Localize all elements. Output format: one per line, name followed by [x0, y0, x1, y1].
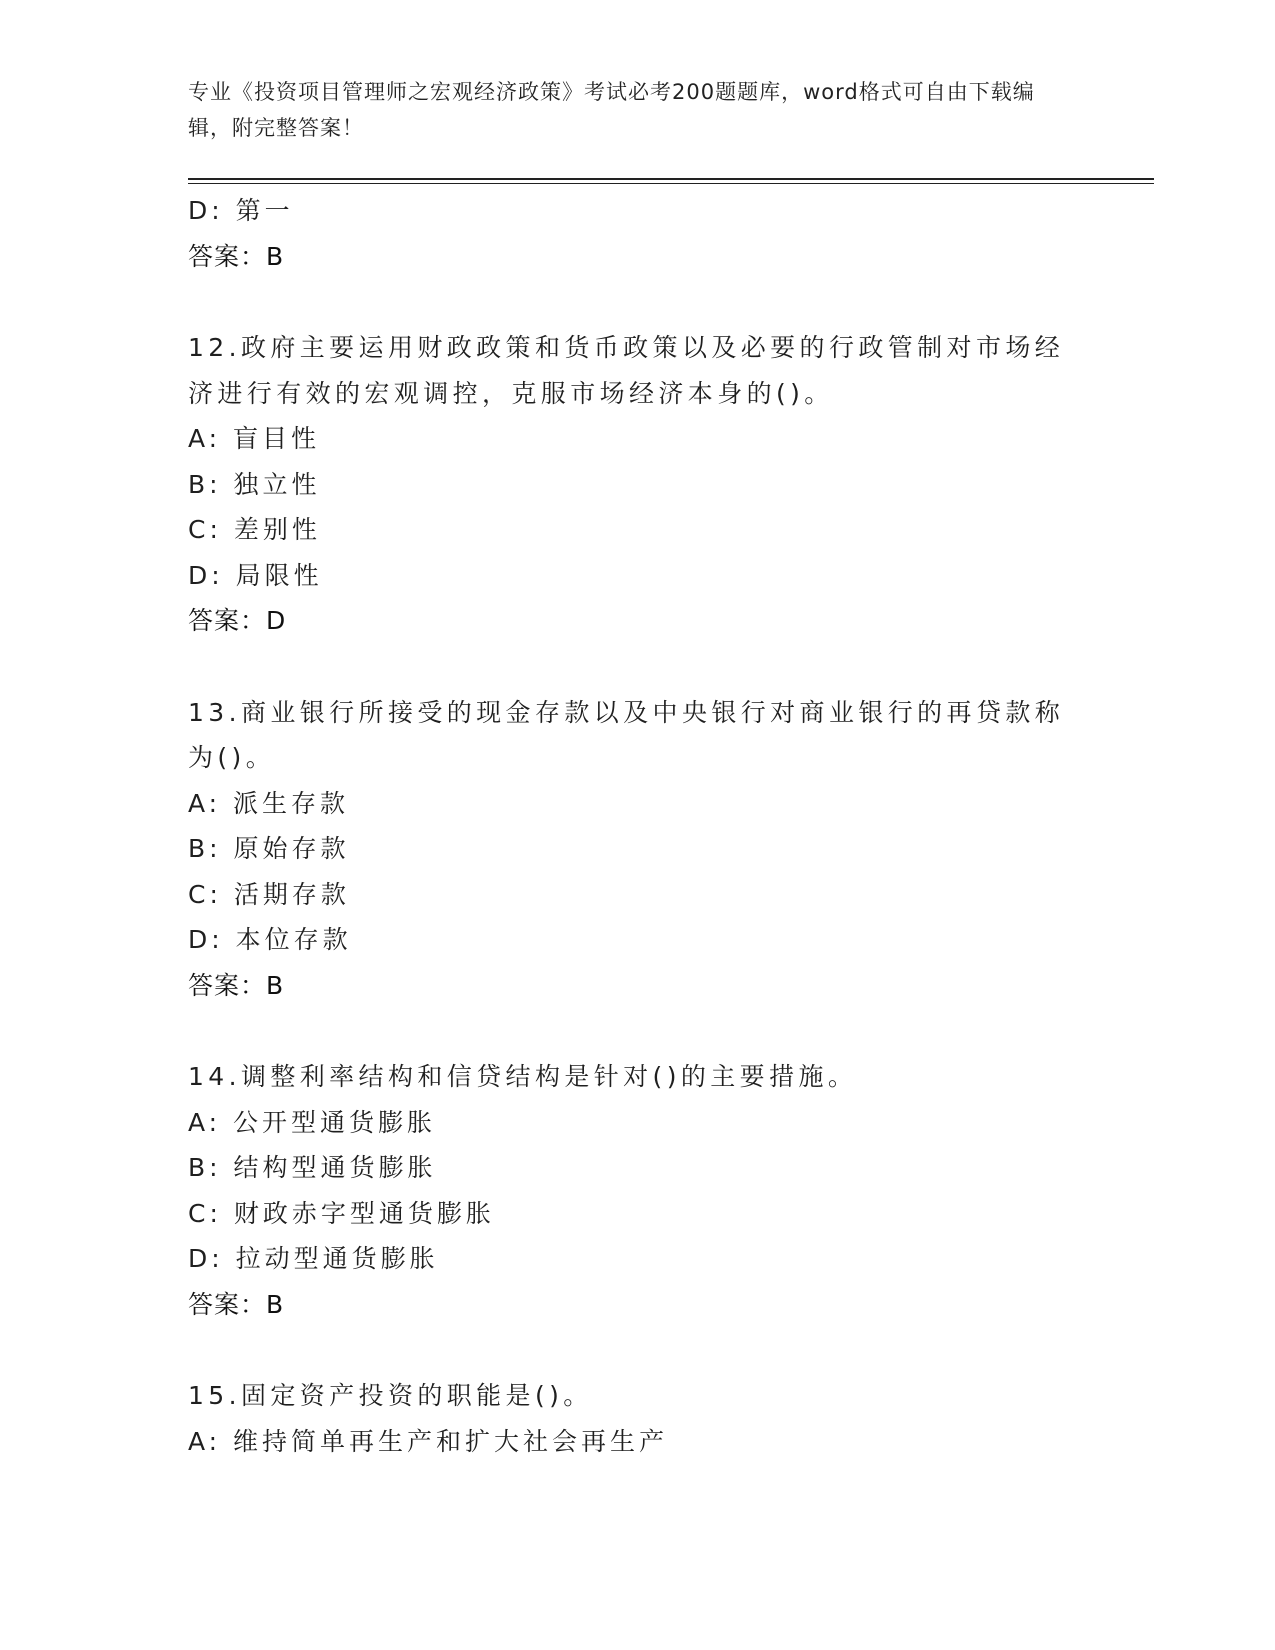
spacer	[188, 279, 1088, 325]
option-a: A: 公开型通货膨胀	[188, 1107, 437, 1137]
answer: 答案：D	[188, 606, 287, 635]
option-d: D: 本位存款	[188, 925, 352, 954]
question-stem: 13.商业银行所接受的现金存款以及中央银行对商业银行的再贷款称为()。	[188, 697, 1065, 772]
option-b: B: 原始存款	[188, 834, 350, 863]
option-b: B: 结构型通货膨胀	[188, 1153, 437, 1182]
document-header: 专业《投资项目管理师之宏观经济政策》考试必考200题题库，word格式可自由下载编辑，附完整答案！	[188, 80, 1035, 140]
header-rule-thick	[188, 178, 1154, 180]
option-d: D: 拉动型通货膨胀	[188, 1244, 439, 1273]
answer: 答案：B	[188, 241, 285, 271]
spacer	[188, 1008, 1088, 1054]
option-c: C: 差别性	[188, 515, 321, 544]
option-b: B: 独立性	[188, 469, 321, 499]
answer: 答案：B	[188, 1289, 285, 1319]
question-stem: 14.调整利率结构和信贷结构是针对()的主要措施。	[188, 1062, 858, 1091]
question-stem: 12.政府主要运用财政政策和货币政策以及必要的行政管制对市场经济进行有效的宏观调控，克服市场经济本身的()。	[188, 333, 1065, 408]
question-list	[188, 188, 1088, 1464]
spacer	[188, 644, 1088, 690]
option-a: A: 盲目性	[188, 424, 321, 453]
option-c: C: 财政赤字型通货膨胀	[188, 1198, 495, 1228]
option-c: C: 活期存款	[188, 879, 350, 909]
option-a: A: 维持简单再生产和扩大社会再生产	[188, 1426, 669, 1456]
spacer	[188, 1327, 1088, 1373]
question-stem: 15.固定资产投资的职能是()。	[188, 1381, 593, 1410]
option-d: D: 局限性	[188, 560, 323, 590]
answer: 答案：B	[188, 970, 285, 1000]
option-a: A: 派生存款	[188, 788, 350, 818]
header-rule-thin	[188, 183, 1154, 184]
option-d: D: 第一	[188, 196, 294, 225]
